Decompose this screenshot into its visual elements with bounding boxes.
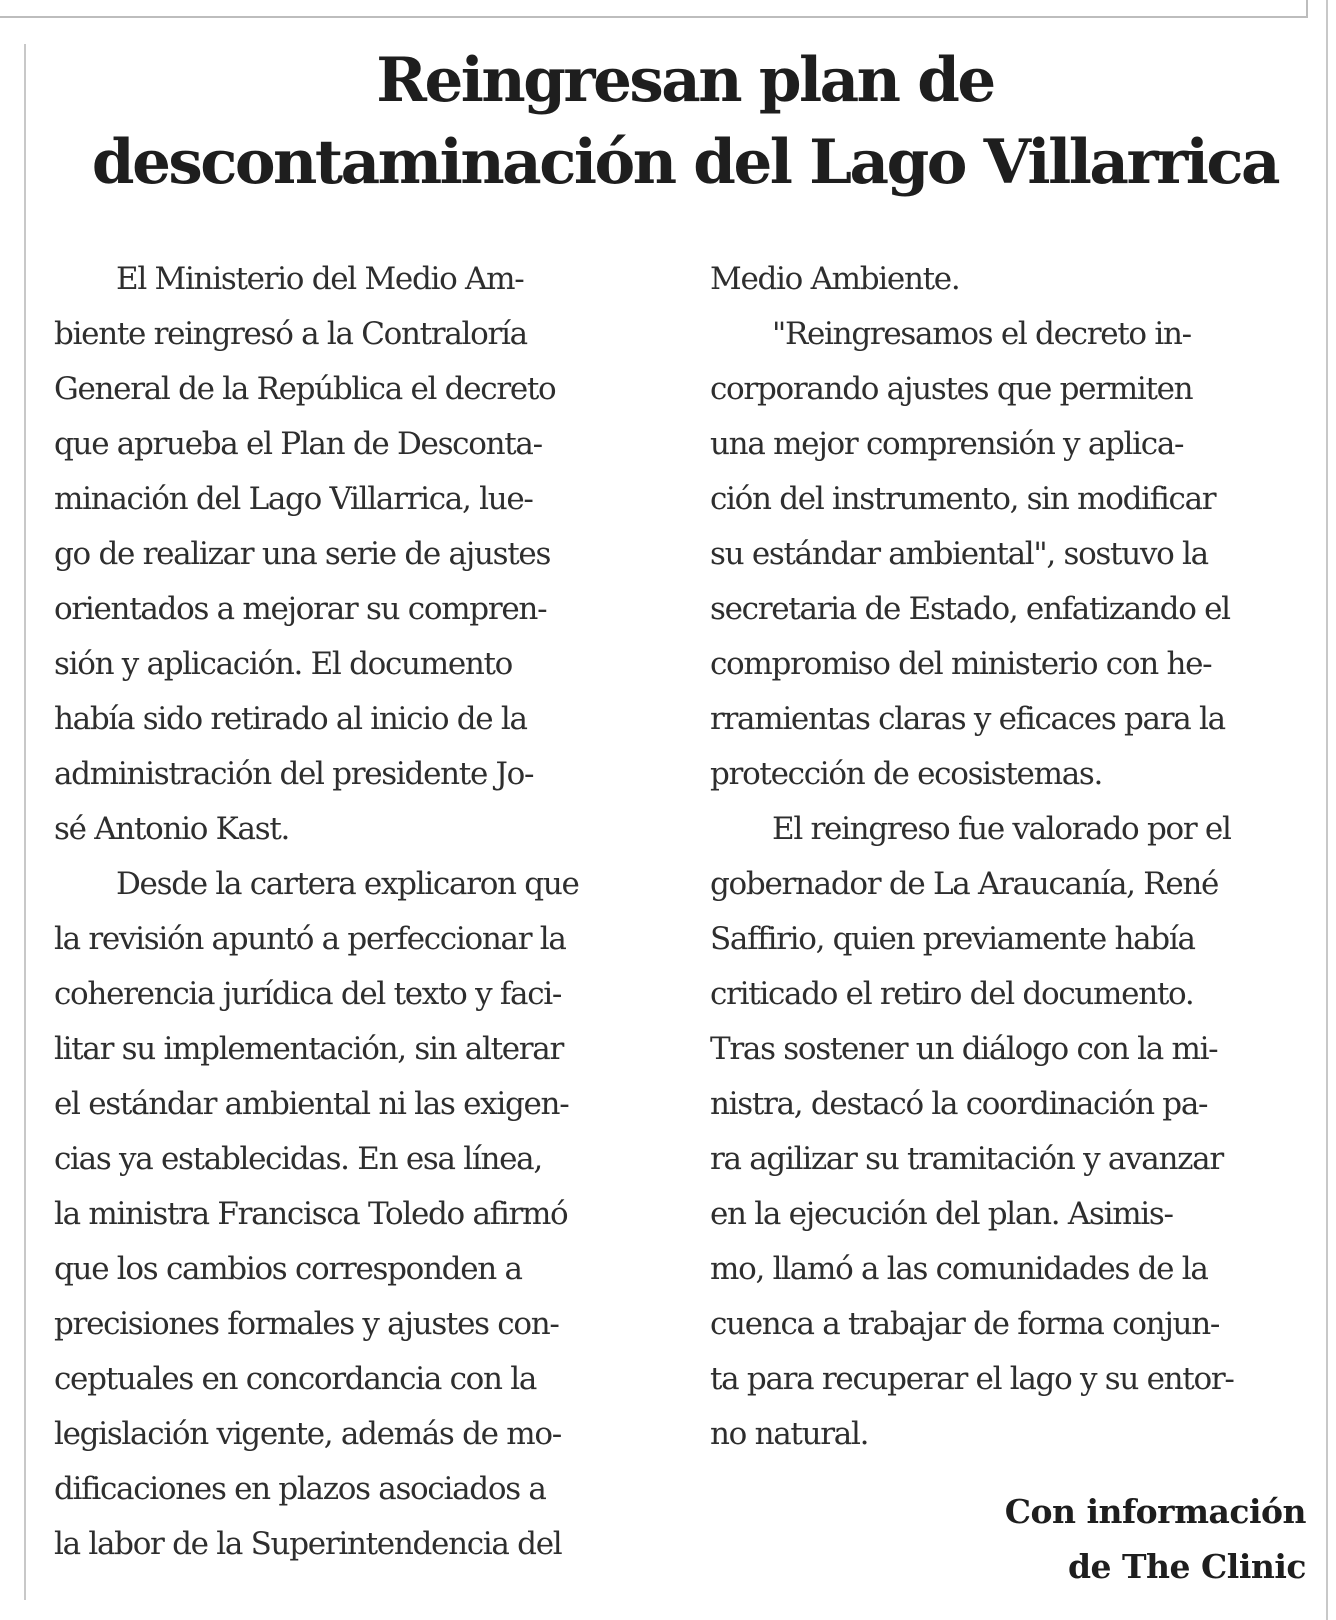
text-line: corporando ajustes que permiten xyxy=(710,371,1193,407)
text-line: El Ministerio del Medio Am- xyxy=(116,261,524,297)
text-line: El reingreso fue valorado por el xyxy=(772,811,1231,847)
text-line: administración del presidente Jo- xyxy=(54,756,534,792)
text-line: legislación vigente, además de mo- xyxy=(54,1416,561,1452)
text-line: Medio Ambiente. xyxy=(710,261,960,297)
top-border xyxy=(0,16,1306,18)
text-line: protección de ecosistemas. xyxy=(710,756,1103,792)
text-line: nistra, destacó la coordinación pa- xyxy=(710,1086,1208,1122)
text-line: una mejor comprensión y aplica- xyxy=(710,426,1184,462)
text-line: mo, llamó a las comunidades de la xyxy=(710,1251,1208,1287)
headline xyxy=(60,40,1310,204)
text-line: no natural. xyxy=(710,1416,869,1452)
text-line: que aprueba el Plan de Desconta- xyxy=(54,426,542,462)
text-line: el estándar ambiental ni las exigen- xyxy=(54,1086,569,1122)
text-line: sión y aplicación. El documento xyxy=(54,646,513,682)
text-line: Desde la cartera explicaron que xyxy=(116,866,579,902)
byline-line-1: Con información xyxy=(1004,1492,1306,1531)
text-line: cias ya establecidas. En esa línea, xyxy=(54,1141,542,1177)
text-line: su estándar ambiental", sostuvo la xyxy=(710,536,1208,572)
text-line: secretaria de Estado, enfatizando el xyxy=(710,591,1230,627)
text-line: que los cambios corresponden a xyxy=(54,1251,522,1287)
text-line: biente reingresó a la Contraloría xyxy=(54,316,527,352)
text-line: General de la República el decreto xyxy=(54,371,556,407)
text-line: gobernador de La Araucanía, René xyxy=(710,866,1219,902)
text-line: la revisión apuntó a perfeccionar la xyxy=(54,921,566,957)
text-line: orientados a mejorar su compren- xyxy=(54,591,547,627)
byline-line-2: de The Clinic xyxy=(1067,1547,1306,1586)
text-line: en la ejecución del plan. Asimis- xyxy=(710,1196,1173,1232)
text-line: litar su implementación, sin alterar xyxy=(54,1031,564,1067)
right-border xyxy=(1326,0,1328,1620)
text-line: había sido retirado al inicio de la xyxy=(54,701,527,737)
text-line: ta para recuperar el lago y su entor- xyxy=(710,1361,1234,1397)
text-line: ción del instrumento, sin modificar xyxy=(710,481,1216,517)
headline-line-1: Reingresan plan de xyxy=(376,45,994,116)
text-line: compromiso del ministerio con he- xyxy=(710,646,1212,682)
text-line: la labor de la Superintendencia del xyxy=(54,1526,562,1562)
top-right-border xyxy=(1306,0,1308,18)
text-line: "Reingresamos el decreto in- xyxy=(772,316,1191,352)
text-line: sé Antonio Kast. xyxy=(54,811,290,847)
text-line: cuenca a trabajar de forma conjun- xyxy=(710,1306,1220,1342)
text-line: rramientas claras y eficaces para la xyxy=(710,701,1225,737)
text-line: coherencia jurídica del texto y faci- xyxy=(54,976,562,1012)
left-border xyxy=(24,44,26,1600)
headline-line-2: descontaminación del Lago Villarrica xyxy=(91,127,1279,198)
text-line: Tras sostener un diálogo con la mi- xyxy=(710,1031,1218,1067)
text-line: ra agilizar su tramitación y avanzar xyxy=(710,1141,1223,1177)
text-line: ceptuales en concordancia con la xyxy=(54,1361,537,1397)
right-column xyxy=(710,252,1306,1462)
text-line: dificaciones en plazos asociados a xyxy=(54,1471,546,1507)
text-line: minación del Lago Villarrica, lue- xyxy=(54,481,533,517)
text-line: criticado el retiro del documento. xyxy=(710,976,1194,1012)
text-line: go de realizar una serie de ajustes xyxy=(54,536,551,572)
text-line: precisiones formales y ajustes con- xyxy=(54,1306,559,1342)
left-column xyxy=(54,252,654,1572)
text-line: la ministra Francisca Toledo afirmó xyxy=(54,1196,568,1232)
text-line: Saffirio, quien previamente había xyxy=(710,921,1195,957)
